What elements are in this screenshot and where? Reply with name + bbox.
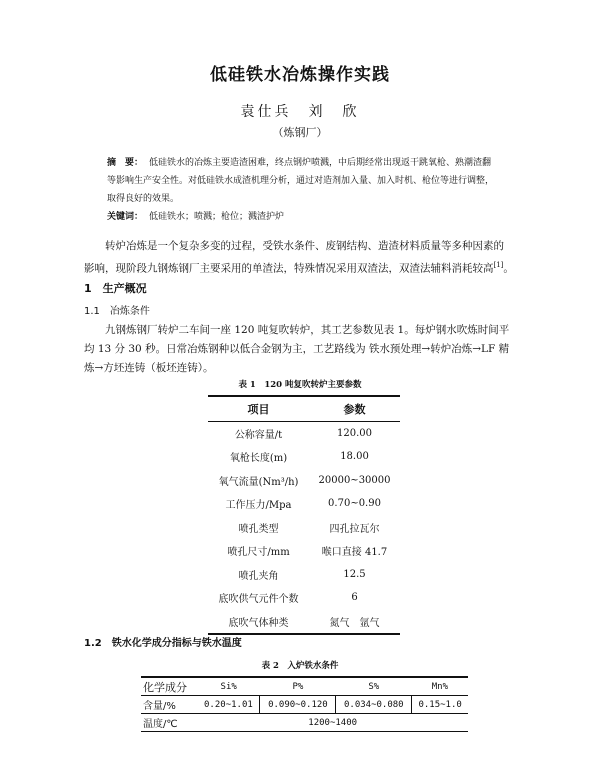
table1-cell: 底吹气体种类: [208, 610, 309, 635]
table2-header-s: S%: [336, 677, 412, 696]
table2-caption: 表 2 入炉铁水条件: [261, 661, 339, 671]
table1-cell: 氮气 氩气: [309, 610, 400, 635]
table1-cell: 底吹供气元件个数: [218, 594, 299, 606]
table1-header-row: [208, 396, 400, 421]
table1-cell: 工作压力/Mpa: [225, 500, 292, 512]
table2-header-p: P%: [260, 677, 336, 696]
intro-reference: [1]: [493, 261, 504, 269]
intro-text-2: 影响，现阶段九钢炼钢厂主要采用的单渣法，特殊情况采用双渣法，双渣法辅料消耗较高: [84, 262, 494, 275]
table1: [208, 395, 400, 635]
table-row: [208, 469, 400, 493]
para1-line-1: 九钢炼钢厂转炉二车间一座 120 吨复吹转炉，其工艺参数见表 1。每炉钢水吹炼时间平: [105, 324, 510, 336]
table-row: [141, 696, 468, 714]
table2-header-composition: 化学成分: [141, 677, 197, 696]
keywords-text: 低硅铁水；喷溅；枪位；溅渣护炉: [149, 212, 285, 222]
table2-cell-p: 0.090~0.120: [260, 696, 336, 714]
table-row: [208, 516, 400, 540]
table-row: [141, 714, 468, 732]
table1-cell: 18.00: [340, 451, 369, 463]
abstract-line-3: 取得良好的效果。: [107, 194, 180, 204]
table1-cell: 喷孔夹角: [238, 570, 279, 582]
table1-cell: 6: [351, 592, 358, 604]
table2-header-si: Si%: [197, 677, 260, 696]
table1-cell: 喉口直接 41.7: [321, 547, 388, 559]
paper-affiliation: （炼钢厂）: [272, 126, 328, 139]
table1-cell: 氧枪长度(m): [229, 453, 288, 465]
table-row: [208, 539, 400, 563]
table1-cell: 20000~30000: [318, 474, 391, 486]
keywords-label: 关键词：: [107, 212, 144, 222]
table2-header-row: [141, 677, 468, 696]
table-row: [208, 586, 400, 610]
table2-cell-temp: 1200~1400: [197, 714, 468, 732]
paper-authors: 袁仕兵 刘 欣: [240, 104, 360, 120]
abstract-label: 摘 要：: [107, 158, 144, 168]
keywords: [107, 208, 547, 226]
table2-row-label-content: 含量/%: [141, 696, 197, 714]
intro-tail: 。: [503, 262, 514, 275]
table1-cell: 120.00: [337, 427, 373, 439]
table2: [141, 676, 468, 732]
abstract-line-1: [107, 154, 547, 172]
table2-cell-mn: 0.15~1.0: [412, 696, 468, 714]
table1-header-param: 参数: [309, 396, 400, 421]
table-row: [208, 563, 400, 587]
table1-cell: 喷孔尺寸/mm: [227, 547, 290, 559]
section-1-heading: 1 生产概况: [84, 282, 147, 295]
table-row: [208, 445, 400, 469]
abstract-text-1: 低硅铁水的冶炼主要造渣困难，终点钢炉喷溅，中后期经常出现返干跳氧枪、熟潮渣翻: [149, 158, 492, 168]
table1-cell: 四孔拉瓦尔: [329, 523, 380, 535]
table-row: [208, 610, 400, 635]
section-1-1-heading: 1.1 冶炼条件: [84, 306, 150, 317]
section-1-2-heading: 1.2 铁水化学成分指标与铁水温度: [84, 638, 242, 649]
para1-line-2: 均 13 分 30 秒。日常冶炼钢种以低合金钢为主，工艺路线为 铁水预处理→转炉冶炼→LF 精: [84, 343, 510, 355]
table-row: [208, 421, 400, 445]
table-row: [208, 492, 400, 516]
paper-title: 低硅铁水冶炼操作实践: [210, 65, 390, 85]
table2-cell-s: 0.034~0.080: [336, 696, 412, 714]
table1-cell: 喷孔类型: [238, 523, 279, 535]
table1-header-item: 项目: [208, 396, 309, 421]
abstract-line-2: 等影响生产安全性。对低硅铁水成渣机理分析，通过对造剂加入量、加入时机、枪位等进行调整，: [107, 176, 495, 186]
table1-cell: 0.70~0.90: [328, 498, 381, 510]
para1-line-3: 炼→方坯连铸（板坯连铸）。: [84, 362, 214, 374]
intro-line-1: 转炉冶炼是一个复杂多变的过程，受铁水条件、废钢结构、造渣材料质量等多种因素的: [105, 240, 504, 252]
table1-cell: 氧气流量(Nm³/h): [218, 476, 299, 488]
table1-cell: 公称容量/t: [234, 429, 283, 441]
intro-line-2: [84, 256, 524, 279]
table2-row-label-temp: 温度/℃: [141, 714, 197, 732]
table1-caption: 表 1 120 吨复吹转炉主要参数: [238, 380, 362, 390]
table1-cell: 12.5: [343, 568, 366, 580]
table2-header-mn: Mn%: [412, 677, 468, 696]
table2-cell-si: 0.20~1.01: [197, 696, 260, 714]
